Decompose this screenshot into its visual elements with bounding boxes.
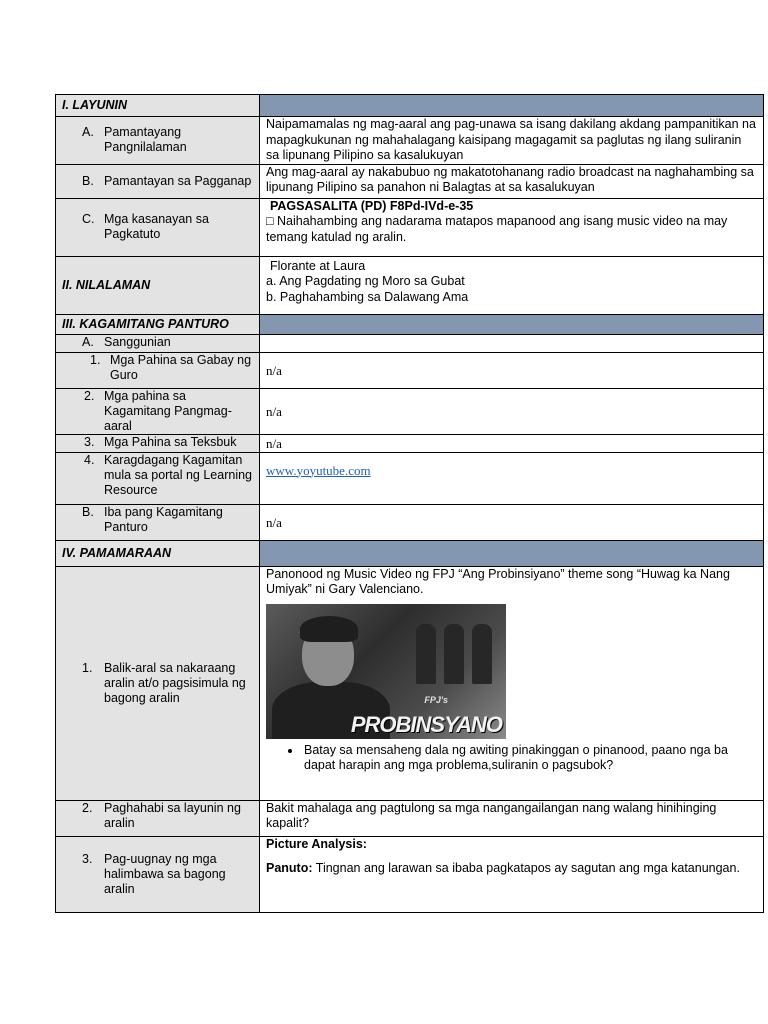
competency-code: PAGSASALITA (PD) F8Pd-IVd-e-35 bbox=[270, 198, 474, 213]
row-sanggunian bbox=[56, 334, 764, 352]
picture-analysis-heading: Picture Analysis: bbox=[266, 836, 367, 851]
content-cell: n/a bbox=[260, 352, 764, 388]
section-label-nilalaman: II. NILALAMAN bbox=[56, 256, 260, 314]
competency-text: □ Naihahambing ang nadarama matapos mapanood ang isang music video na may temang katulad ng aralin. bbox=[266, 214, 728, 244]
row-pamantayang-pangnilalaman bbox=[56, 117, 764, 165]
item-label: Mga pahina sa Kagamitang Pangmag-aaral bbox=[104, 388, 232, 433]
music-video-image bbox=[266, 604, 506, 739]
section-row-pamamaraan bbox=[56, 540, 764, 566]
nilalaman-title: Florante at Laura bbox=[270, 258, 366, 273]
section-row-layunin bbox=[56, 95, 764, 117]
item-label: Mga kasanayan sa Pagkatuto bbox=[104, 212, 209, 241]
label-cell bbox=[56, 117, 260, 165]
item-number: 4. bbox=[84, 452, 95, 467]
content-cell: n/a bbox=[260, 504, 764, 540]
label-cell bbox=[56, 836, 260, 912]
background-figure bbox=[444, 624, 464, 684]
section-fill bbox=[260, 95, 764, 117]
label-cell bbox=[56, 504, 260, 540]
content-cell: Ang mag-aaral ay nakabubuo ng makatotohanang radio broadcast na naghahambing sa lipunang Pilipino sa panahon ni Balagtas at sa kasalukuyan bbox=[260, 164, 764, 198]
background-figure bbox=[472, 624, 492, 684]
item-number: 1. bbox=[82, 660, 93, 675]
item-number: B. bbox=[82, 504, 94, 519]
row-paghahabi bbox=[56, 800, 764, 836]
question-list bbox=[266, 743, 757, 774]
item-number: C. bbox=[82, 212, 95, 226]
item-label: Paghahabi sa layunin ng aralin bbox=[104, 800, 241, 830]
item-number: 3. bbox=[84, 434, 95, 449]
item-number: A. bbox=[82, 125, 94, 140]
content-cell bbox=[260, 836, 764, 912]
image-title: PROBINSYANO bbox=[350, 712, 502, 737]
content-cell bbox=[260, 198, 764, 256]
row-nilalaman bbox=[56, 256, 764, 314]
content-cell bbox=[260, 256, 764, 314]
content-cell bbox=[260, 566, 764, 800]
item-label: Sanggunian bbox=[104, 334, 171, 349]
label-cell bbox=[56, 164, 260, 198]
item-number: B. bbox=[82, 173, 94, 188]
row-teksbuk bbox=[56, 434, 764, 452]
item-number: A. bbox=[82, 334, 94, 349]
panuto-text bbox=[266, 861, 757, 877]
actor-hair bbox=[300, 616, 358, 642]
row-balik-aral bbox=[56, 566, 764, 800]
item-label: Pamantayan sa Pagganap bbox=[104, 173, 252, 188]
label-cell bbox=[56, 434, 260, 452]
background-figure bbox=[416, 624, 436, 684]
item-number: 2. bbox=[84, 388, 95, 403]
row-kagamitang-pangmag-aaral bbox=[56, 388, 764, 434]
row-learning-resource bbox=[56, 452, 764, 504]
row-gabay-guro bbox=[56, 352, 764, 388]
row-iba-pang-kagamitan bbox=[56, 504, 764, 540]
question-item: • Batay sa mensaheng dala ng awiting pinakinggan o pinanood, paano nga ba dapat harapin ang mga problema,suliranin o pagsubok? bbox=[302, 743, 757, 774]
item-number: 3. bbox=[82, 851, 93, 866]
content-cell: n/a bbox=[260, 388, 764, 434]
content-cell: n/a bbox=[260, 434, 764, 452]
panuto-body: Tingnan ang larawan sa ibaba pagkatapos ay sagutan ang mga katanungan. bbox=[312, 861, 740, 875]
item-label: Balik-aral sa nakaraang aralin at/o pagsisimula ng bagong aralin bbox=[104, 660, 246, 705]
item-label: Pamantayang Pangnilalaman bbox=[104, 125, 187, 155]
label-cell bbox=[56, 198, 260, 256]
row-kasanayan bbox=[56, 198, 764, 256]
item-label: Iba pang Kagamitang Panturo bbox=[104, 504, 223, 534]
label-cell bbox=[56, 334, 260, 352]
section-label-layunin: I. LAYUNIN bbox=[56, 95, 260, 117]
resource-link[interactable]: www.yoyutube.com bbox=[266, 462, 371, 478]
image-subtitle: FPJ's bbox=[424, 695, 448, 705]
row-pamantayan-pagganap bbox=[56, 164, 764, 198]
label-cell bbox=[56, 388, 260, 434]
item-number: 2. bbox=[82, 800, 93, 815]
item-label: Mga Pahina sa Teksbuk bbox=[104, 434, 237, 449]
content-cell: Bakit mahalaga ang pagtulong sa mga nangangailangan nang walang hinihinging kapalit? bbox=[260, 800, 764, 836]
content-cell: Naipamamalas ng mag-aaral ang pag-unawa sa isang dakilang akdang pampanitikan na mapagkukunan ng mahahalagang kaisipang magagamit sa paglutas ng ilang suliranin sa lipunang Pilipino sa kasalukuyan bbox=[260, 117, 764, 165]
row-pag-uugnay bbox=[56, 836, 764, 912]
item-label: Pag-uugnay ng mga halimbawa sa bagong aralin bbox=[104, 851, 226, 896]
section-label-kagamitan: III. KAGAMITANG PANTURO bbox=[56, 314, 260, 334]
item-label: Karagdagang Kagamitan mula sa portal ng Learning Resource bbox=[104, 452, 253, 497]
section-fill bbox=[260, 314, 764, 334]
nilalaman-item: a. Ang Pagdating ng Moro sa Gubat bbox=[266, 274, 465, 288]
content-cell bbox=[260, 334, 764, 352]
content-cell bbox=[260, 452, 764, 504]
label-cell bbox=[56, 452, 260, 504]
label-cell bbox=[56, 352, 260, 388]
item-number: 1. bbox=[90, 352, 101, 367]
label-cell bbox=[56, 566, 260, 800]
section-row-kagamitan bbox=[56, 314, 764, 334]
section-fill bbox=[260, 540, 764, 566]
section-label-pamamaraan: IV. PAMAMARAAN bbox=[56, 540, 260, 566]
label-cell bbox=[56, 800, 260, 836]
nilalaman-item: b. Paghahambing sa Dalawang Ama bbox=[266, 289, 469, 304]
item-label: Mga Pahina sa Gabay ng Guro bbox=[110, 352, 252, 382]
lesson-plan-page bbox=[55, 94, 763, 913]
panuto-label: Panuto: bbox=[266, 861, 313, 875]
video-intro: Panonood ng Music Video ng FPJ “Ang Probinsiyano” theme song “Huwag ka Nang Umiyak” ni Gary Valenciano. bbox=[266, 566, 730, 596]
lesson-plan-table bbox=[55, 94, 764, 913]
